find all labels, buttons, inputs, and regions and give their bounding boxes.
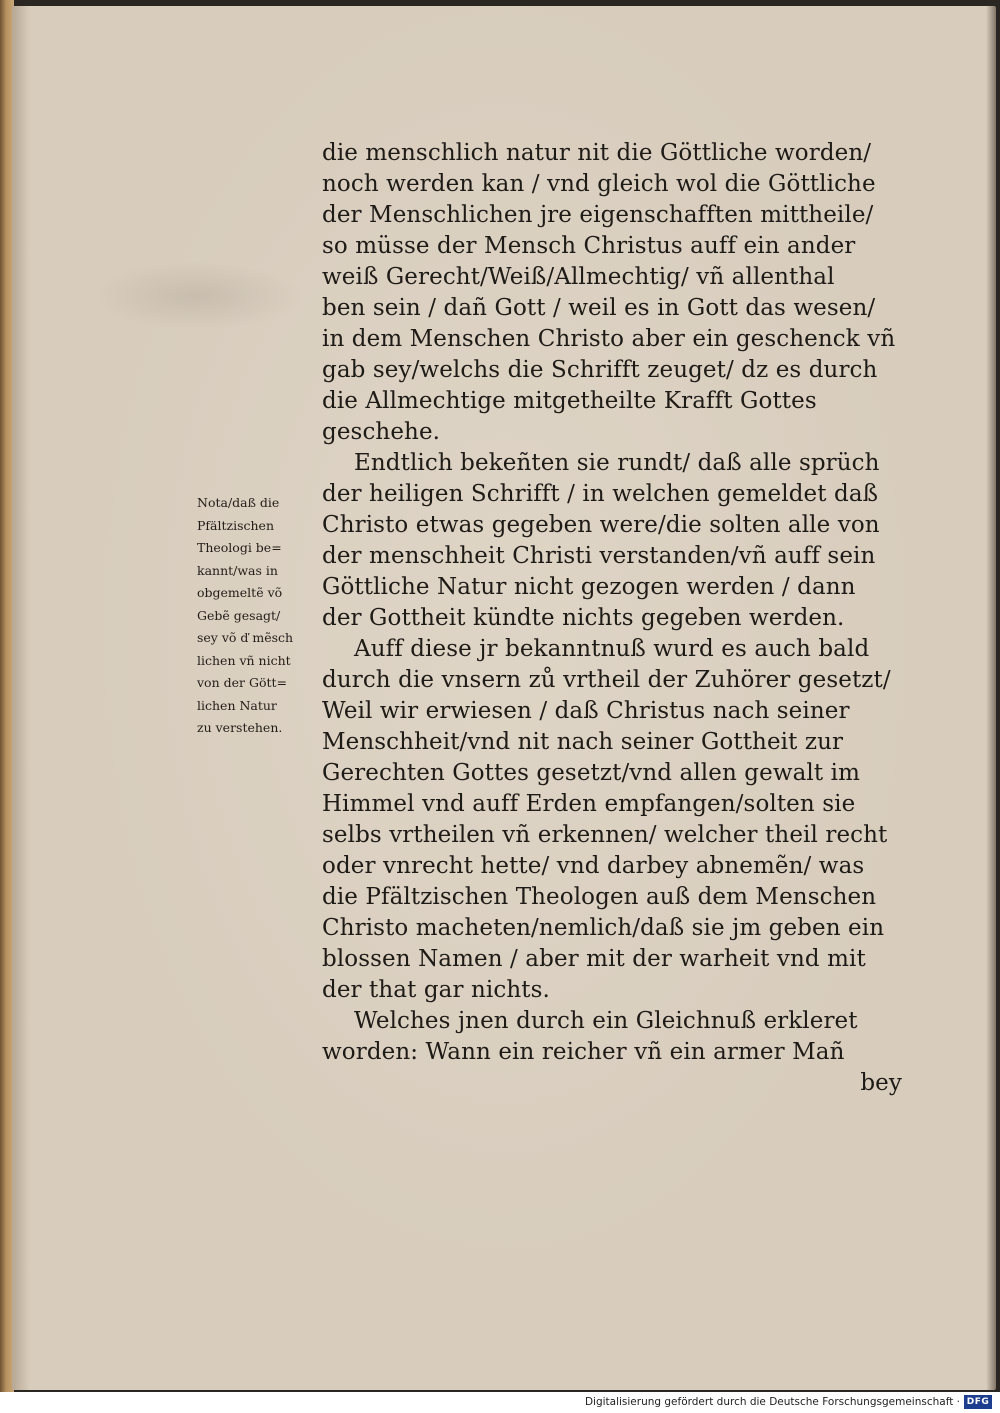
dfg-logo-icon: DFG [964, 1395, 992, 1409]
text-line: in dem Menschen Christo aber ein geschenck vñ [322, 326, 896, 352]
catchword: bey [860, 1070, 902, 1096]
text-line: der Gottheit kündte nichts gegeben werden. [322, 605, 845, 631]
margin-note-line: Theologi be= [197, 540, 282, 555]
text-line: oder vnrecht hette/ vnd darbey abnemẽn/ was [322, 853, 865, 879]
text-line: weiß Gerecht/Weiß/Allmechtig/ vñ allenthal [322, 264, 835, 290]
text-line: noch werden kan / vnd gleich wol die Göttliche [322, 171, 876, 197]
text-line: der that gar nichts. [322, 977, 550, 1003]
text-line: der heiligen Schrifft / in welchen gemeldet daß [322, 481, 879, 507]
paragraph-start-line: Welches jnen durch ein Gleichnuß erkleret [354, 1008, 858, 1034]
text-line: Göttliche Natur nicht gezogen werden / dann [322, 574, 856, 600]
text-line: die Pfältzischen Theologen auß dem Menschen [322, 884, 877, 910]
margin-note-line: zu verstehen. [197, 720, 283, 735]
text-line: gab sey/welchs die Schrifft zeuget/ dz es durch [322, 357, 878, 383]
text-line: der Menschlichen jre eigenschafften mittheile/ [322, 202, 874, 228]
text-line: so müsse der Mensch Christus auff ein ander [322, 233, 856, 259]
main-text-block [322, 138, 912, 1099]
margin-note-line: lichen Natur [197, 697, 277, 713]
margin-note-line: Nota/daß die [197, 495, 280, 510]
text-line: ben sein / dañ Gott / weil es in Gott das wesen/ [322, 295, 876, 321]
paragraph-start-line: Endtlich bekeñten sie rundt/ daß alle sprüch [354, 450, 880, 476]
margin-note [197, 492, 327, 740]
paper-stain [92, 261, 302, 331]
funding-credit: Digitalisierung gefördert durch die Deutsche Forschungsgemeinschaft · [584, 1396, 960, 1408]
margin-note-line: Pfältzischen [197, 517, 275, 533]
margin-note-line: sey võ ď mẽsch [197, 630, 294, 645]
text-line: Himmel vnd auff Erden empfangen/solten sie [322, 791, 856, 817]
paragraph-start-line: Auff diese jr bekanntnuß wurd es auch bald [354, 636, 870, 662]
text-line: geschehe. [322, 419, 441, 445]
margin-note-line: kannt/was in [197, 562, 278, 578]
margin-note-line: lichen vñ nicht [197, 652, 291, 668]
margin-note-line: obgemeltẽ võ [197, 585, 283, 600]
text-line: Menschheit/vnd nit nach seiner Gottheit zur [322, 729, 844, 755]
text-line: Gerechten Gottes gesetzt/vnd allen gewalt im [322, 760, 861, 786]
margin-note-line: Gebẽ gesagt/ [197, 607, 281, 623]
text-line: die Allmechtige mitgetheilte Krafft Gottes [322, 388, 817, 414]
text-line: selbs vrtheilen vñ erkennen/ welcher theil recht [322, 822, 888, 848]
text-line: durch die vnsern zů vrtheil der Zuhörer gesetzt/ [322, 667, 891, 693]
margin-note-line: von der Gött= [197, 675, 287, 690]
text-line: Christo macheten/nemlich/daß sie jm geben ein [322, 915, 885, 941]
text-line: worden: Wann ein reicher vñ ein armer Mañ [322, 1039, 845, 1065]
text-line: Weil wir erwiesen / daß Christus nach seiner [322, 698, 850, 724]
text-line: die menschlich natur nit die Göttliche worden/ [322, 140, 872, 166]
text-line: der menschheit Christi verstanden/vñ auff sein [322, 543, 876, 569]
text-line: blossen Namen / aber mit der warheit vnd mit [322, 946, 866, 972]
text-line: Christo etwas gegeben were/die solten alle von [322, 512, 880, 538]
